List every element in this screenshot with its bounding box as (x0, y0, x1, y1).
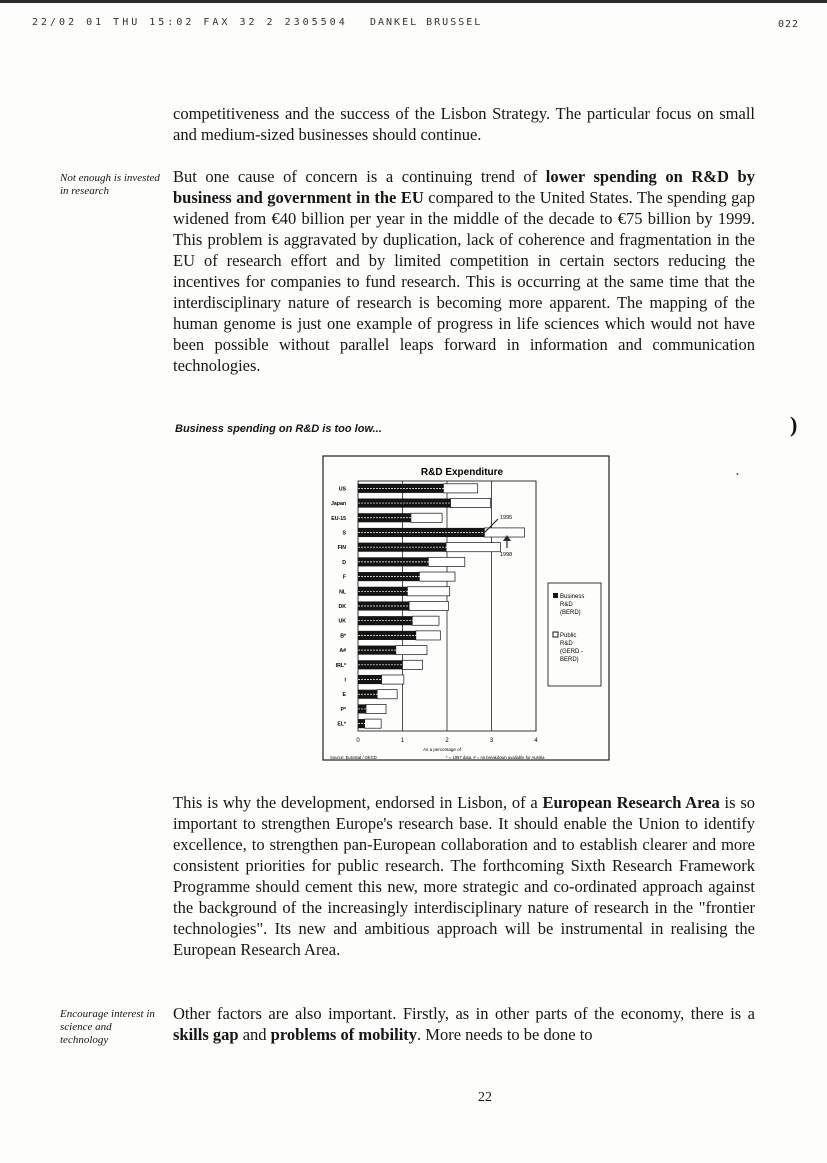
legend-swatch-business (553, 593, 558, 598)
year-label-1995: 1995 (500, 515, 513, 521)
margin-note-science: Encourage interest in science and technology (60, 1008, 155, 1046)
paragraph-era-text-2: is so important to strengthen Europe's research base. It should enable the Union to identify excellence, to strengthen pan-European collaboration and to establish clearer and more consistent priorities for public research. The forthcoming Sixth Research Framework Programme should cement this new, more strategic and co-ordinated approach against the background of the increasingly interdisciplinary nature of research in the "frontier technologies". Its new and ambitious approach will be instrumental in realising the European Research Area. (173, 793, 756, 959)
paragraph-era-text-1: This is why the development, endorsed in Lisbon, of a (173, 793, 543, 812)
x-tick-label: 0 (356, 738, 360, 744)
paragraph-rd-spending (173, 166, 755, 376)
chart-caption: Business spending on R&D is too low... (175, 423, 382, 435)
year-annotation-1998 (500, 535, 512, 558)
x-tick-label: 4 (534, 738, 538, 744)
category-label: Japan (331, 501, 346, 508)
paragraph-competitiveness: competitiveness and the success of the Lisbon Strategy. The particular focus on small and medium-sized businesses should continue. (173, 104, 755, 144)
category-label: A# (339, 648, 346, 655)
x-tick-label: 3 (489, 738, 494, 744)
category-label: E (342, 692, 346, 699)
chart-source: Source: Eurostat / OECD (330, 755, 377, 760)
paragraph-skills-bold-2: problems of mobility (270, 1025, 418, 1044)
category-label: EU-15 (331, 515, 346, 522)
chart-x-axis-label: As a percentage of (423, 747, 461, 752)
legend-business-line2: R&D (560, 602, 573, 608)
category-label: EL* (337, 721, 346, 728)
paragraph-skills-gap (173, 1003, 755, 1045)
category-label: I (344, 677, 346, 684)
category-label: F (342, 574, 346, 581)
category-label: NL (339, 589, 346, 596)
margin-note-research: Not enough is invested in research (60, 172, 160, 197)
legend-public-line4: BERD) (560, 657, 579, 663)
page-number: 22 (478, 1090, 492, 1105)
paragraph-rd-spending-bold: lower spending on R&D by business and government in the EU (173, 167, 755, 207)
fax-header-right: 022 (777, 19, 799, 30)
legend-business-line1: Business (560, 594, 585, 600)
legend-business-line3: (BERD) (560, 610, 581, 616)
paragraph-skills-text-1: Other factors are also important. Firstly, as in other parts of the economy, there is a (173, 1004, 755, 1023)
fax-header (0, 0, 827, 41)
category-label: FIN (337, 545, 346, 552)
category-label: US (338, 486, 346, 493)
paragraph-skills-text-2: and (238, 1025, 271, 1044)
scan-speck: • (736, 470, 739, 479)
rd-expenditure-chart (322, 455, 612, 765)
paragraph-rd-spending-text-2: compared to the United States. The spending gap widened from €40 billion per year in the middle of the decade to €75 billion by 1999. This problem is aggravated by duplication, lack of coherence and fragmentation in the EU of research effort and by limited competition in certain sectors reducing the incentives for companies to fund research. This is occurring at the same time that the interdisciplinary nature of research is becoming more apparent. The mapping of the human genome is just one example of progress in life sciences which would not have been possible without parallel leaps forward in information and communication technologies. (173, 188, 755, 375)
paragraph-skills-bold-1: skills gap (173, 1025, 239, 1044)
paragraph-skills-text-3: . More needs to be done to (417, 1025, 593, 1044)
category-label: DK (338, 604, 346, 610)
paragraph-era-bold: European Research Area (542, 793, 720, 812)
chart-legend (548, 583, 601, 686)
legend-public-line2: R&D (560, 641, 573, 647)
category-label: S (342, 530, 346, 537)
chart-x-ticks (356, 738, 538, 744)
chart-category-labels (331, 486, 347, 727)
chart-footnote: * = 1997 data. # = no breakdown available for Austria (446, 755, 545, 760)
chart-title: R&D Expenditure (420, 467, 504, 478)
x-tick-label: 1 (400, 738, 405, 744)
category-label: UK (338, 618, 346, 625)
category-label: D (342, 559, 346, 566)
paragraph-european-research-area (173, 792, 755, 960)
year-label-1998: 1998 (500, 552, 513, 558)
category-label: IRL* (335, 662, 346, 669)
stray-scan-mark: ) (790, 412, 798, 437)
fax-header-left: 22/02 01 THU 15:02 FAX 32 2 2305504 (32, 17, 348, 28)
x-tick-label: 2 (445, 738, 449, 744)
category-label: B* (340, 633, 346, 640)
legend-swatch-public (553, 632, 558, 637)
category-label: P* (340, 706, 346, 713)
legend-public-line3: (GERD - (560, 649, 583, 655)
paragraph-rd-spending-text-1: But one cause of concern is a continuing trend of (173, 167, 546, 186)
legend-public-line1: Public (560, 633, 577, 639)
fax-header-center: DANKEL BRUSSEL (370, 17, 483, 28)
